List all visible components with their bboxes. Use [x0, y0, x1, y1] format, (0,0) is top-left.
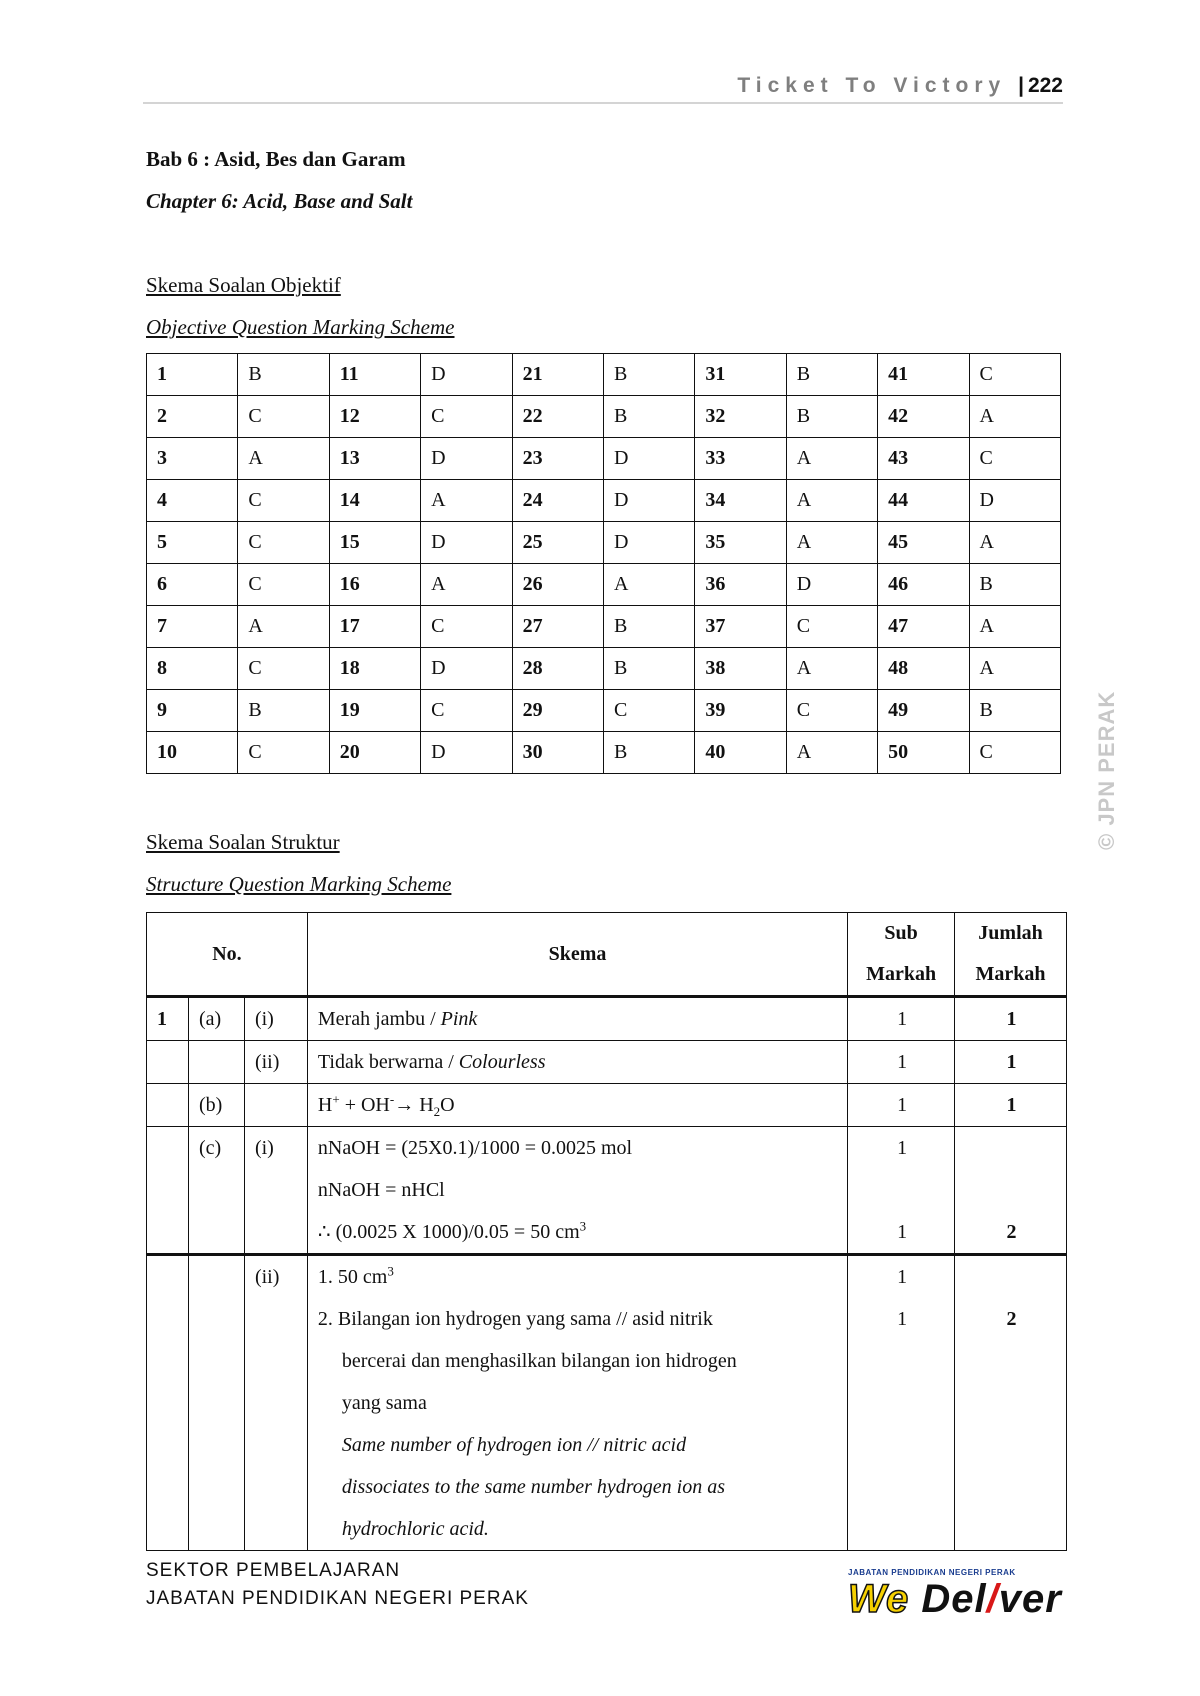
answer-letter: B: [238, 354, 329, 396]
logo-we: We: [848, 1577, 910, 1621]
scheme-text: [307, 1041, 847, 1084]
question-number: 30: [512, 732, 603, 774]
answer-letter: A: [969, 522, 1060, 564]
logo-tagline: JABATAN PENDIDIKAN NEGERI PERAK: [848, 1568, 1016, 1577]
answer-letter: C: [238, 648, 329, 690]
table-row: [147, 438, 1061, 480]
footer-line1: SEKTOR PEMBELAJARAN: [146, 1560, 401, 1581]
eq-part: O: [440, 1094, 455, 1116]
question-number: 22: [512, 396, 603, 438]
answer-letter: A: [786, 522, 877, 564]
question-number: 24: [512, 480, 603, 522]
answer-letter: D: [603, 522, 694, 564]
scheme-sup: 3: [387, 1263, 394, 1279]
total-line: 2: [1006, 1221, 1017, 1243]
table-row: [147, 1041, 1067, 1084]
we-deliver-logo: [848, 1568, 1063, 1628]
logo-wordmark: [848, 1577, 1063, 1621]
question-number: 17: [329, 606, 420, 648]
scheme-line: dissociates to the same number hydrogen ion as: [341, 1476, 725, 1498]
answer-letter: A: [238, 606, 329, 648]
page-footer: [146, 1557, 529, 1613]
sub-mark: 1: [848, 1041, 955, 1084]
question-number: 4: [147, 480, 238, 522]
table-row: [147, 606, 1061, 648]
answer-letter: C: [238, 522, 329, 564]
answer-letter: C: [238, 564, 329, 606]
question-number: 43: [878, 438, 969, 480]
sub-label: (ii): [244, 1041, 307, 1084]
answer-letter: A: [786, 732, 877, 774]
sub-mark: 1: [848, 1084, 955, 1127]
question-number: 2: [147, 396, 238, 438]
answer-letter: D: [421, 648, 512, 690]
part-label: (a): [188, 997, 244, 1041]
scheme-line: 2. Bilangan ion hydrogen yang sama // asid nitrik: [317, 1308, 713, 1330]
question-number: 35: [695, 522, 786, 564]
answer-letter: A: [786, 480, 877, 522]
answer-letter: C: [421, 396, 512, 438]
scheme-text: [307, 1255, 847, 1551]
objective-heading-en: Objective Question Marking Scheme: [146, 315, 455, 339]
question-number: 19: [329, 690, 420, 732]
question-number: 1: [147, 354, 238, 396]
answer-letter: C: [969, 354, 1060, 396]
question-number: 3: [147, 438, 238, 480]
answer-letter: D: [603, 438, 694, 480]
question-number: 32: [695, 396, 786, 438]
answer-letter: C: [238, 480, 329, 522]
table-row: [147, 648, 1061, 690]
mark-line: 1: [897, 1137, 908, 1159]
answer-letter: C: [786, 690, 877, 732]
chapter-title-en: Chapter 6: Acid, Base and Salt: [146, 189, 413, 213]
header-separator: |: [1018, 74, 1024, 97]
answer-letter: B: [786, 354, 877, 396]
part-label: (c): [188, 1127, 244, 1255]
answer-letter: D: [421, 438, 512, 480]
answer-letter: C: [238, 732, 329, 774]
question-number: 26: [512, 564, 603, 606]
answer-letter: A: [969, 606, 1060, 648]
answer-letter: D: [603, 480, 694, 522]
question-number: 8: [147, 648, 238, 690]
eq-part: → H: [394, 1094, 434, 1116]
objective-answer-table: [146, 353, 1061, 774]
scheme-line: Same number of hydrogen ion // nitric acid: [341, 1434, 687, 1456]
total-mark: [955, 1127, 1067, 1255]
answer-letter: D: [421, 522, 512, 564]
table-row: [147, 354, 1061, 396]
total-mark: 1: [955, 1084, 1067, 1127]
answer-letter: A: [238, 438, 329, 480]
sub-mark: 1: [848, 997, 955, 1041]
question-number: 18: [329, 648, 420, 690]
scheme-text: [307, 1127, 847, 1255]
scheme-line: bercerai dan menghasilkan bilangan ion hidrogen: [341, 1350, 737, 1372]
header-sub-line1: Sub: [884, 922, 918, 944]
scheme-line: [318, 1211, 839, 1253]
answer-letter: C: [603, 690, 694, 732]
answer-letter: C: [421, 690, 512, 732]
question-number: 15: [329, 522, 420, 564]
question-number: 25: [512, 522, 603, 564]
mark-line: 1: [897, 1266, 908, 1288]
scheme-sup: 3: [579, 1218, 587, 1234]
question-number: 36: [695, 564, 786, 606]
header-jumlah-line1: Jumlah: [978, 922, 1043, 944]
watermark-text: © JPN PERAK: [1094, 690, 1119, 850]
scheme-line: [318, 1256, 839, 1298]
table-row: [147, 1255, 1067, 1551]
answer-letter: B: [603, 648, 694, 690]
question-number: 31: [695, 354, 786, 396]
structure-marking-table: [146, 912, 1067, 1551]
answer-letter: B: [969, 564, 1060, 606]
header-jumlah-line2: Markah: [975, 963, 1046, 985]
scheme-ms: Tidak berwarna /: [317, 1051, 459, 1073]
question-number: 40: [695, 732, 786, 774]
scheme-en: Pink: [440, 1008, 478, 1030]
question-number: 16: [329, 564, 420, 606]
question-number: 10: [147, 732, 238, 774]
question-number: 11: [329, 354, 420, 396]
question-number: 33: [695, 438, 786, 480]
header-sub-markah: [848, 913, 955, 997]
header-skema: Skema: [307, 913, 847, 997]
answer-letter: A: [969, 648, 1060, 690]
question-number: 1: [147, 997, 189, 1041]
answer-letter: C: [238, 396, 329, 438]
scheme-en: Colourless: [458, 1051, 546, 1073]
question-number: 6: [147, 564, 238, 606]
sub-mark: [848, 1127, 955, 1255]
answer-letter: C: [969, 732, 1060, 774]
question-number: 41: [878, 354, 969, 396]
answer-letter: B: [238, 690, 329, 732]
question-number: 9: [147, 690, 238, 732]
answer-letter: A: [421, 480, 512, 522]
question-number: 48: [878, 648, 969, 690]
eq-part: + OH: [339, 1094, 390, 1116]
answer-letter: B: [786, 396, 877, 438]
sub-label: (ii): [244, 1255, 307, 1551]
answer-letter: D: [969, 480, 1060, 522]
page-number: 222: [1027, 74, 1063, 97]
header-jumlah-markah: [955, 913, 1067, 997]
question-number: 29: [512, 690, 603, 732]
question-number: 28: [512, 648, 603, 690]
objective-heading-ms: Skema Soalan Objektif: [146, 273, 341, 297]
scheme-text: [307, 997, 847, 1041]
answer-letter: B: [969, 690, 1060, 732]
mark-line: 1: [897, 1308, 908, 1330]
question-number: 13: [329, 438, 420, 480]
structure-heading-en: Structure Question Marking Scheme: [146, 872, 452, 896]
answer-letter: A: [786, 438, 877, 480]
scheme-ms: Merah jambu /: [317, 1008, 441, 1030]
total-mark: 1: [955, 997, 1067, 1041]
question-number: 39: [695, 690, 786, 732]
question-number: 21: [512, 354, 603, 396]
header-text: [737, 74, 1063, 98]
table-row: [147, 564, 1061, 606]
question-number: 12: [329, 396, 420, 438]
scheme-line: hydrochloric acid.: [341, 1518, 489, 1540]
eq-sup: +: [332, 1091, 340, 1107]
total-mark: 1: [955, 1041, 1067, 1084]
table-row: [147, 732, 1061, 774]
answer-letter: B: [603, 396, 694, 438]
answer-letter: B: [603, 606, 694, 648]
question-number: 50: [878, 732, 969, 774]
table-row: [147, 997, 1067, 1041]
question-number: 49: [878, 690, 969, 732]
question-number: 47: [878, 606, 969, 648]
scheme-equation: [307, 1084, 847, 1127]
question-number: 20: [329, 732, 420, 774]
scheme-line-text: 1. 50 cm: [317, 1266, 388, 1288]
question-number: 37: [695, 606, 786, 648]
answer-letter: A: [786, 648, 877, 690]
answer-letter: A: [421, 564, 512, 606]
answer-letter: C: [421, 606, 512, 648]
answer-letter: B: [603, 732, 694, 774]
logo-slash: /: [986, 1577, 999, 1621]
question-number: 44: [878, 480, 969, 522]
answer-letter: C: [969, 438, 1060, 480]
answer-letter: B: [603, 354, 694, 396]
question-number: 42: [878, 396, 969, 438]
sub-mark: [848, 1255, 955, 1551]
part-label: (b): [188, 1084, 244, 1127]
scheme-line: yang sama: [341, 1392, 427, 1414]
question-number: 46: [878, 564, 969, 606]
scheme-line-text: ∴ (0.0025 X 1000)/0.05 = 50 cm: [317, 1221, 580, 1243]
table-row: [147, 522, 1061, 564]
question-number: 7: [147, 606, 238, 648]
mark-line: 1: [897, 1221, 908, 1243]
total-line: 2: [1006, 1308, 1017, 1330]
answer-letter: D: [421, 732, 512, 774]
question-number: 14: [329, 480, 420, 522]
eq-part: H: [317, 1094, 333, 1116]
table-row: [147, 396, 1061, 438]
footer-line2: JABATAN PENDIDIKAN NEGERI PERAK: [146, 1588, 529, 1609]
table-row: [147, 1127, 1067, 1255]
table-header-row: [147, 913, 1067, 997]
answer-letter: C: [786, 606, 877, 648]
answer-letter: D: [786, 564, 877, 606]
header-title: Ticket To Victory: [737, 74, 1007, 97]
page-header: [143, 72, 1063, 104]
answer-letter: A: [969, 396, 1060, 438]
answer-letter: A: [603, 564, 694, 606]
table-row: [147, 480, 1061, 522]
question-number: 38: [695, 648, 786, 690]
total-mark: [955, 1255, 1067, 1551]
structure-heading-ms: Skema Soalan Struktur: [146, 830, 340, 854]
chapter-title-ms: Bab 6 : Asid, Bes dan Garam: [146, 147, 406, 171]
sub-label: (i): [244, 997, 307, 1041]
scheme-line: nNaOH = (25X0.1)/1000 = 0.0025 mol: [317, 1137, 633, 1159]
table-row: [147, 690, 1061, 732]
question-number: 45: [878, 522, 969, 564]
header-sub-line2: Markah: [866, 963, 937, 985]
scheme-line: nNaOH = nHCl: [317, 1179, 445, 1201]
table-row: [147, 1084, 1067, 1127]
eq-sup: -: [389, 1091, 395, 1107]
question-number: 34: [695, 480, 786, 522]
question-number: 5: [147, 522, 238, 564]
header-no: No.: [147, 913, 308, 997]
question-number: 23: [512, 438, 603, 480]
answer-letter: D: [421, 354, 512, 396]
logo-del: Del: [921, 1577, 987, 1621]
sub-label: (i): [244, 1127, 307, 1255]
logo-ver: ver: [998, 1577, 1062, 1621]
question-number: 27: [512, 606, 603, 648]
eq-sub: 2: [433, 1104, 441, 1119]
